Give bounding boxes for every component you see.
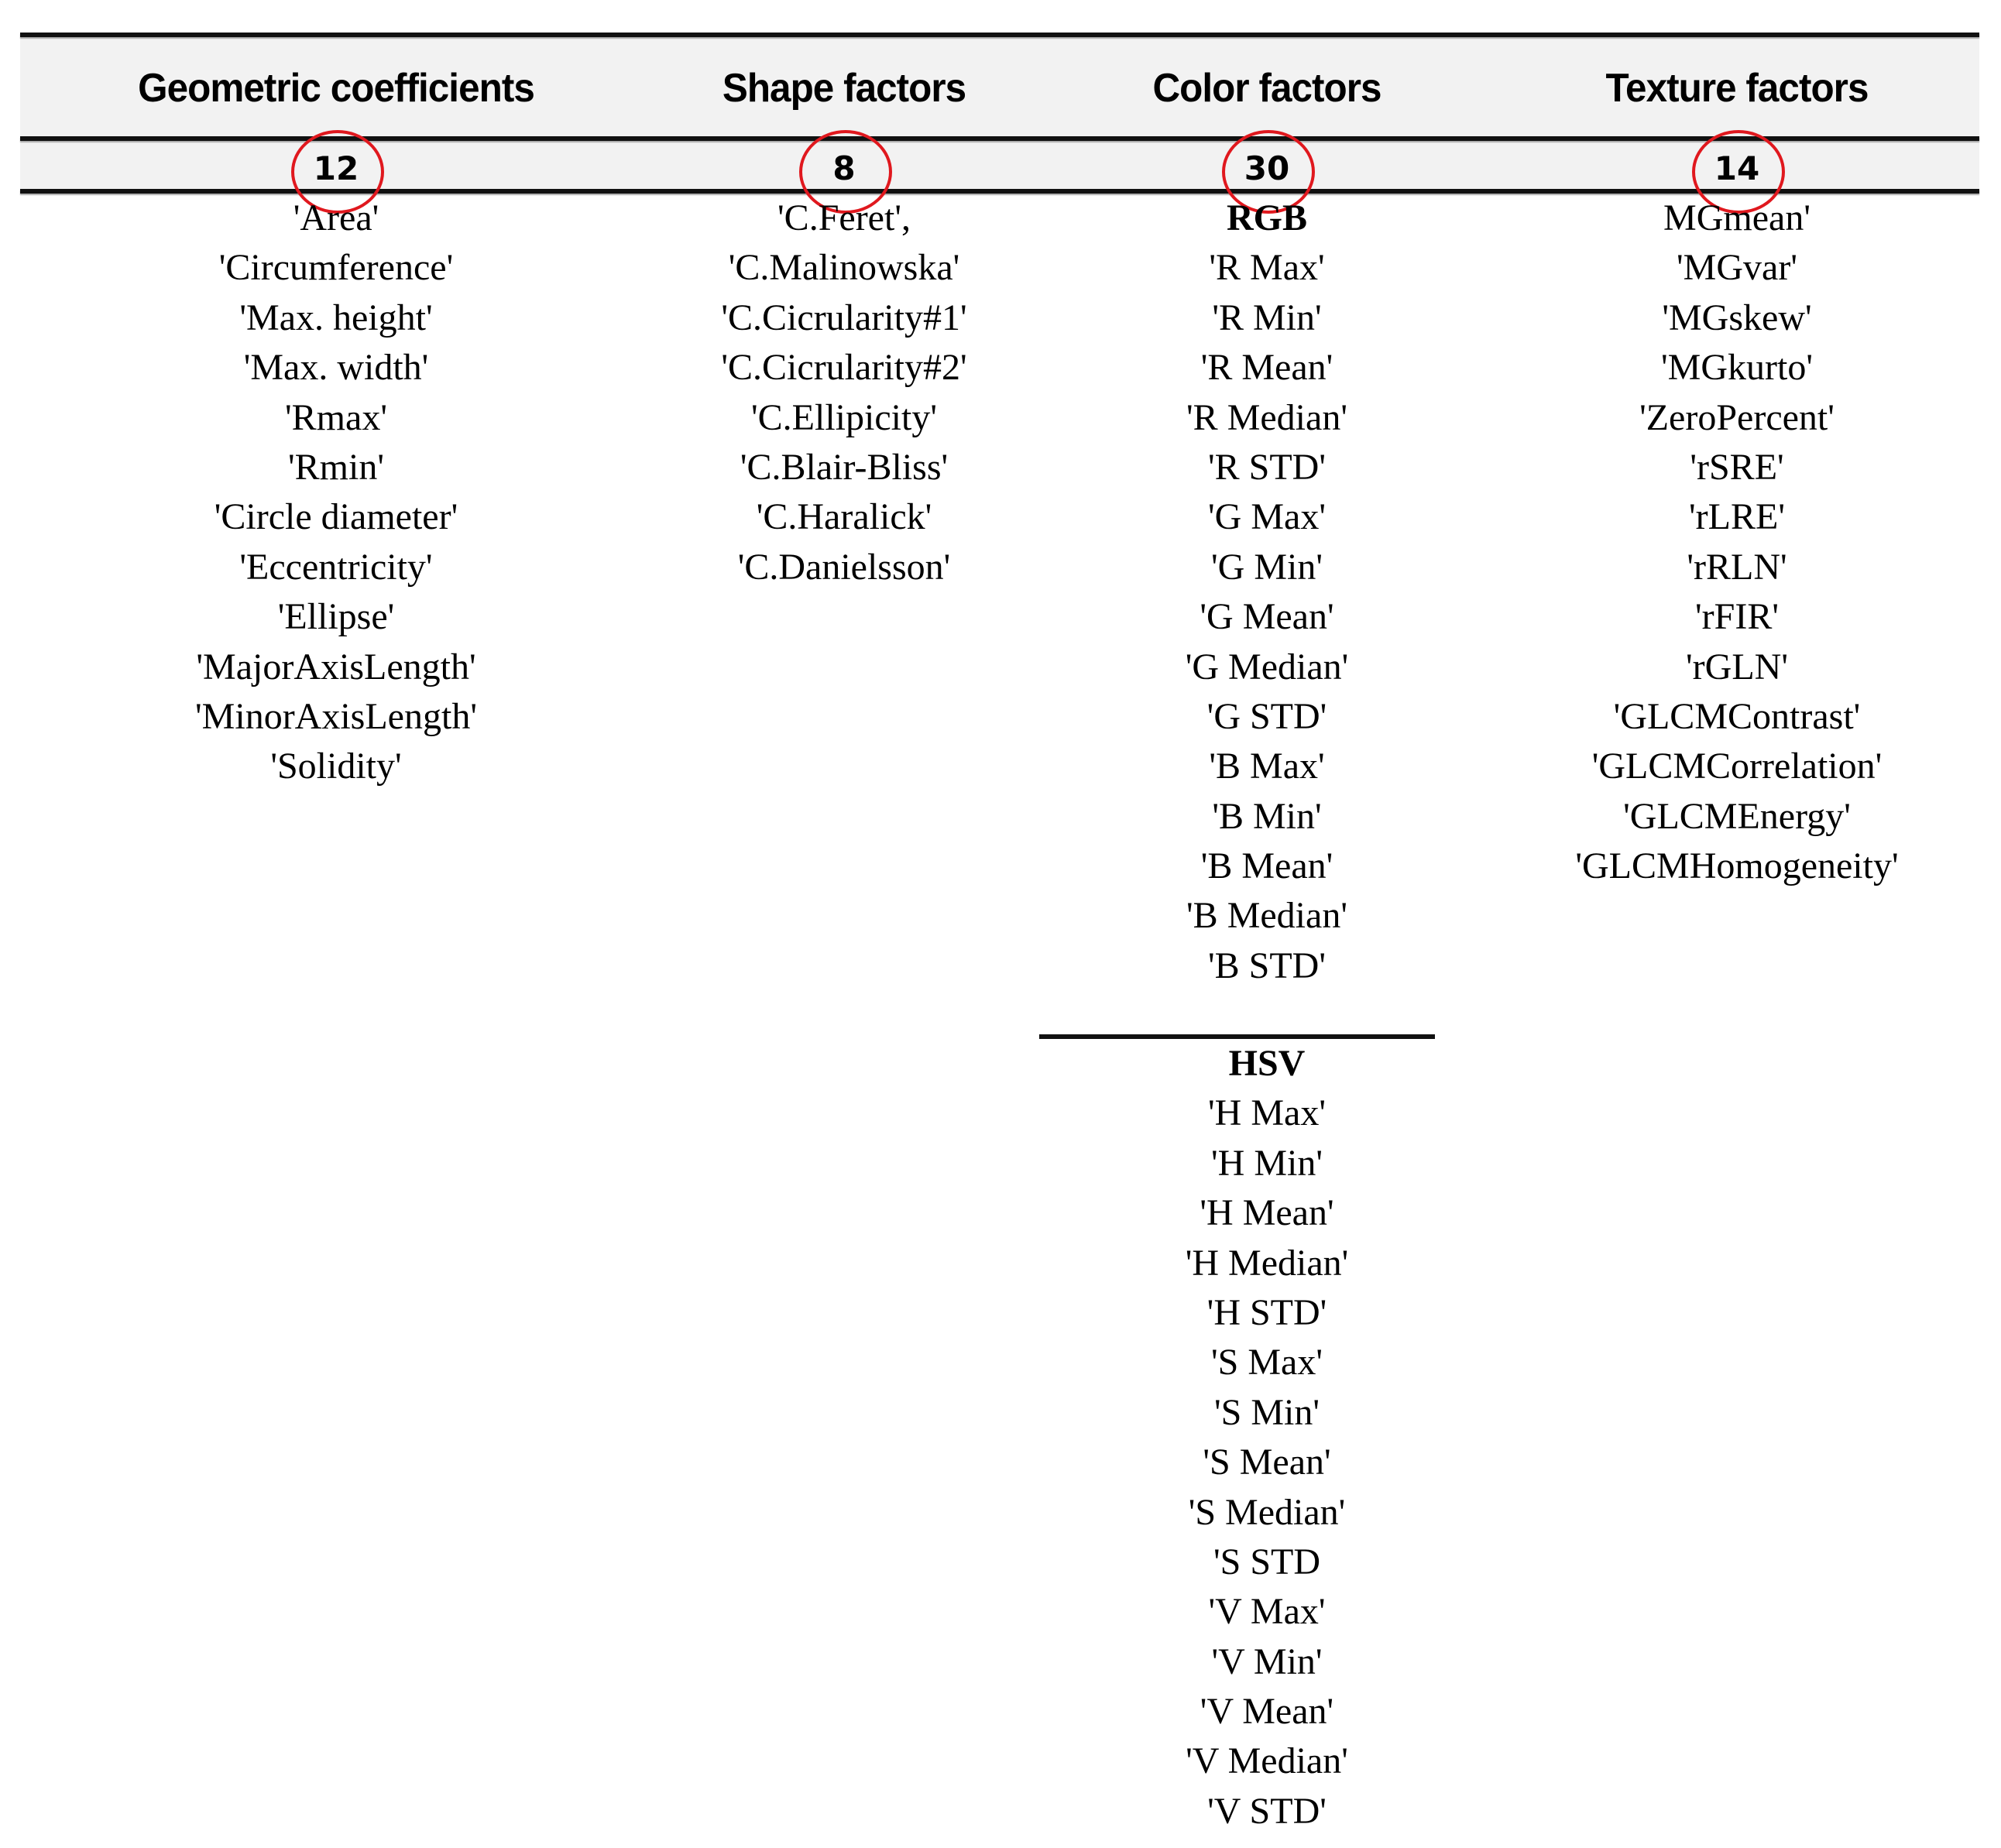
- list-item: 'MGkurto': [1661, 347, 1813, 389]
- list-item: 'R STD': [1208, 446, 1326, 488]
- list-item: 'Max. height': [239, 297, 433, 338]
- list-item: 'H Median': [1185, 1242, 1349, 1284]
- list-item: 'G Min': [1211, 546, 1323, 588]
- list-item: 'V Mean': [1200, 1691, 1334, 1733]
- group-label-hsv: HSV: [1228, 1043, 1306, 1084]
- list-item: 'S Mean': [1203, 1442, 1331, 1483]
- count-texture: 14: [1714, 149, 1760, 187]
- list-item: 'Circumference': [218, 247, 454, 289]
- list-item: 'B STD': [1208, 945, 1326, 986]
- list-item: 'C.Feret',: [777, 197, 911, 238]
- list-item: 'H Mean': [1200, 1192, 1334, 1234]
- list-item: 'B Max': [1209, 746, 1325, 787]
- list-item: 'MinorAxisLength': [195, 695, 477, 737]
- list-item: 'V Min': [1211, 1641, 1323, 1682]
- list-item: 'V Max': [1208, 1591, 1326, 1633]
- group-label-rgb: RGB: [1226, 197, 1307, 238]
- list-item: 'C.Cicrularity#1': [721, 297, 967, 338]
- list-item: 'H Min': [1211, 1142, 1323, 1184]
- list-item: 'MGskew': [1662, 297, 1812, 338]
- list-item: 'G STD': [1206, 695, 1327, 737]
- list-item: 'B Mean': [1200, 845, 1333, 887]
- list-item: 'H Max': [1208, 1092, 1326, 1134]
- list-item: 'S Max': [1211, 1342, 1323, 1383]
- list-color-hsv: [918, 1039, 1615, 1836]
- list-item: 'Circle diameter': [214, 496, 458, 538]
- list-item: 'Solidity': [270, 746, 402, 787]
- list-item: 'C.Malinowska': [728, 247, 960, 289]
- list-item: 'Max. width': [243, 347, 429, 389]
- list-item: 'V STD': [1207, 1790, 1327, 1832]
- column-header-geometric: Geometric coefficients: [138, 66, 534, 111]
- list-item: 'Rmin': [288, 446, 384, 488]
- list-item: 'GLCMEnergy': [1623, 795, 1851, 837]
- list-item: 'Rmax': [285, 396, 387, 438]
- list-item: 'Ellipse': [277, 596, 395, 638]
- list-item: 'rGLN': [1686, 646, 1788, 687]
- list-item: 'R Mean': [1200, 347, 1333, 389]
- list-item: 'C.Ellipicity': [751, 396, 937, 438]
- rgb-hsv-divider: [1039, 1034, 1435, 1039]
- list-item: 'ZeroPercent': [1639, 396, 1835, 438]
- count-geometric: 12: [313, 149, 359, 187]
- list-item: 'B Min': [1212, 795, 1322, 837]
- list-item: 'S Min': [1213, 1391, 1320, 1433]
- list-item: 'V Median': [1186, 1740, 1348, 1782]
- top-rule: [20, 33, 1979, 37]
- list-item: 'H STD': [1206, 1291, 1327, 1333]
- list-item: 'S STD: [1213, 1541, 1321, 1582]
- list-item: 'rFIR': [1695, 596, 1779, 638]
- list-item: 'rLRE': [1689, 496, 1785, 538]
- list-item: 'C.Cicrularity#2': [721, 347, 967, 389]
- list-item: 'G Median': [1185, 646, 1349, 687]
- list-item: 'rRLN': [1687, 546, 1787, 588]
- list-item: 'G Mean': [1200, 596, 1334, 638]
- count-shape: 8: [832, 149, 856, 187]
- column-header-shape: Shape factors: [722, 66, 966, 111]
- list-item: 'C.Haralick': [756, 496, 932, 538]
- list-item: 'C.Danielsson': [737, 546, 951, 588]
- column-header-color: Color factors: [1152, 66, 1381, 111]
- list-item: 'Eccentricity': [239, 546, 433, 588]
- list-item: 'R Max': [1209, 247, 1325, 289]
- list-item: 'rSRE': [1690, 446, 1784, 488]
- count-color: 30: [1244, 149, 1290, 187]
- list-item: 'B Median': [1186, 895, 1347, 937]
- list-item: 'GLCMCorrelation': [1591, 746, 1883, 787]
- list-item: 'Area': [293, 197, 379, 238]
- list-texture: [1388, 194, 2001, 891]
- list-item: 'MajorAxisLength': [196, 646, 476, 687]
- list-item: 'S Median': [1188, 1491, 1346, 1533]
- list-item: 'C.Blair-Bliss': [740, 446, 949, 488]
- list-item: 'G Max': [1208, 496, 1326, 538]
- list-item: 'R Min': [1212, 297, 1322, 338]
- list-item: 'R Median': [1186, 396, 1347, 438]
- list-item: 'MGvar': [1677, 247, 1797, 289]
- column-header-texture: Texture factors: [1605, 66, 1869, 111]
- list-item: 'GLCMContrast': [1613, 695, 1861, 737]
- list-item: MGmean': [1663, 197, 1811, 238]
- list-item: 'GLCMHomogeneity': [1575, 845, 1899, 887]
